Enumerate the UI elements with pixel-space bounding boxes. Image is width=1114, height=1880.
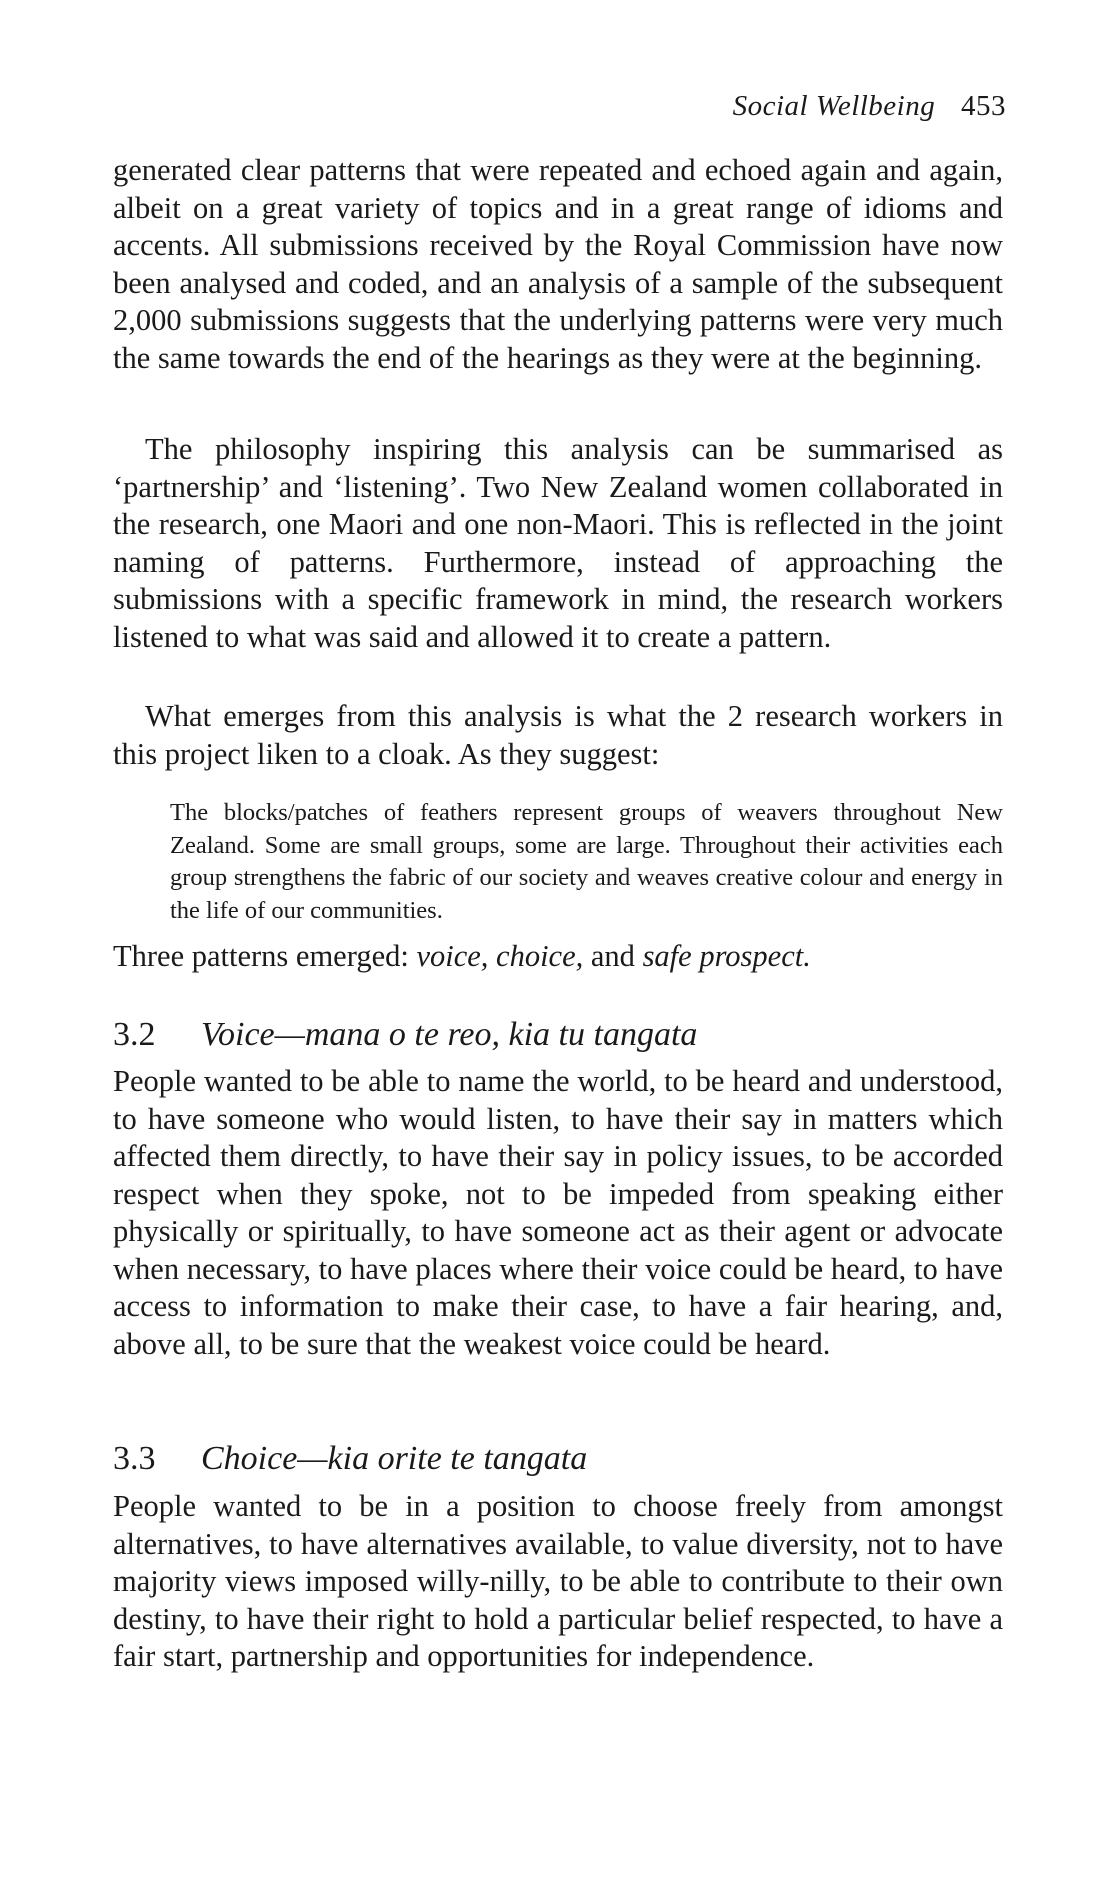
block-quote [170,797,1003,927]
running-head [733,90,1006,123]
paragraph-3-block [113,698,1003,773]
running-head-title: Social Wellbeing [732,90,936,122]
paragraph-1: generated clear patterns that were repeated and echoed again and again, albeit on a great variety of topics and in a great range of idioms and accents. All submissions received by the Royal Commission have now been analysed and coded, and an analysis of a sample of the subsequent 2,000 submissions suggests that the underlying patterns were very much the same towards the end of the hearings as they were at the beginning. [113,153,1003,375]
patterns-and: and [583,939,643,973]
section-choice-body-block [113,1488,1003,1676]
patterns-sentence [113,938,1003,976]
paragraph-2: The philosophy inspiring this analysis can be summarised as ‘partnership’ and ‘listening’. Two New Zealand women collaborated in the research, one Maori and one non-Maori. This is reflected in the joint naming of patterns. Furthermore, instead of approaching the submissions with a specific framework in mind, the research workers listened to what was said and allowed it to create a pattern. [113,432,1003,654]
pattern-safe-prospect: safe prospect. [642,939,811,973]
section-title: Voice—mana o te reo, kia tu tangata [201,1016,698,1053]
section-title: Choice—kia orite te tangata [201,1440,588,1477]
paragraph-2-block [113,431,1003,656]
page-number: 453 [961,90,1006,122]
patterns-line [113,938,1003,976]
section-number: 3.3 [113,1440,156,1477]
section-heading-choice [113,1440,587,1478]
section-choice-body: People wanted to be in a position to choose freely from amongst alternatives, to have alternatives available, to value diversity, not to have majority views imposed willy-nilly, to be able to contribute to their own destiny, to have their right to hold a particular belief respected, to have a fair start, partnership and opportunities for independence. [113,1489,1003,1673]
pattern-voice: voice, [416,939,489,973]
section-heading-voice [113,1016,697,1054]
quote-text: The blocks/patches of feathers represent groups of weavers throughout New Zealand. Some are small groups, some are large. Throughout their activities each group strengthens the fabric of our society and weaves creative colour and energy in the life of our communities. [170,799,1003,924]
paragraph-3: What emerges from this analysis is what the 2 research workers in this project liken to a cloak. As they suggest: [113,699,1003,771]
pattern-choice: choice, [496,939,584,973]
section-voice-body: People wanted to be able to name the world, to be heard and understood, to have someone who would listen, to have their say in matters which affected them directly, to have their say in policy issues, to be accorded respect when they spoke, not to be impeded from speaking either physically or spiritually, to have someone act as their agent or advocate when necessary, to have places where their voice could be heard, to have access to information to make their case, to have a fair hearing, and, above all, to be sure that the weakest voice could be heard. [113,1064,1003,1361]
paragraph-1-block [113,152,1003,377]
section-voice-body-block [113,1063,1003,1363]
section-number: 3.2 [113,1016,156,1053]
patterns-lead: Three patterns emerged: [113,939,417,973]
